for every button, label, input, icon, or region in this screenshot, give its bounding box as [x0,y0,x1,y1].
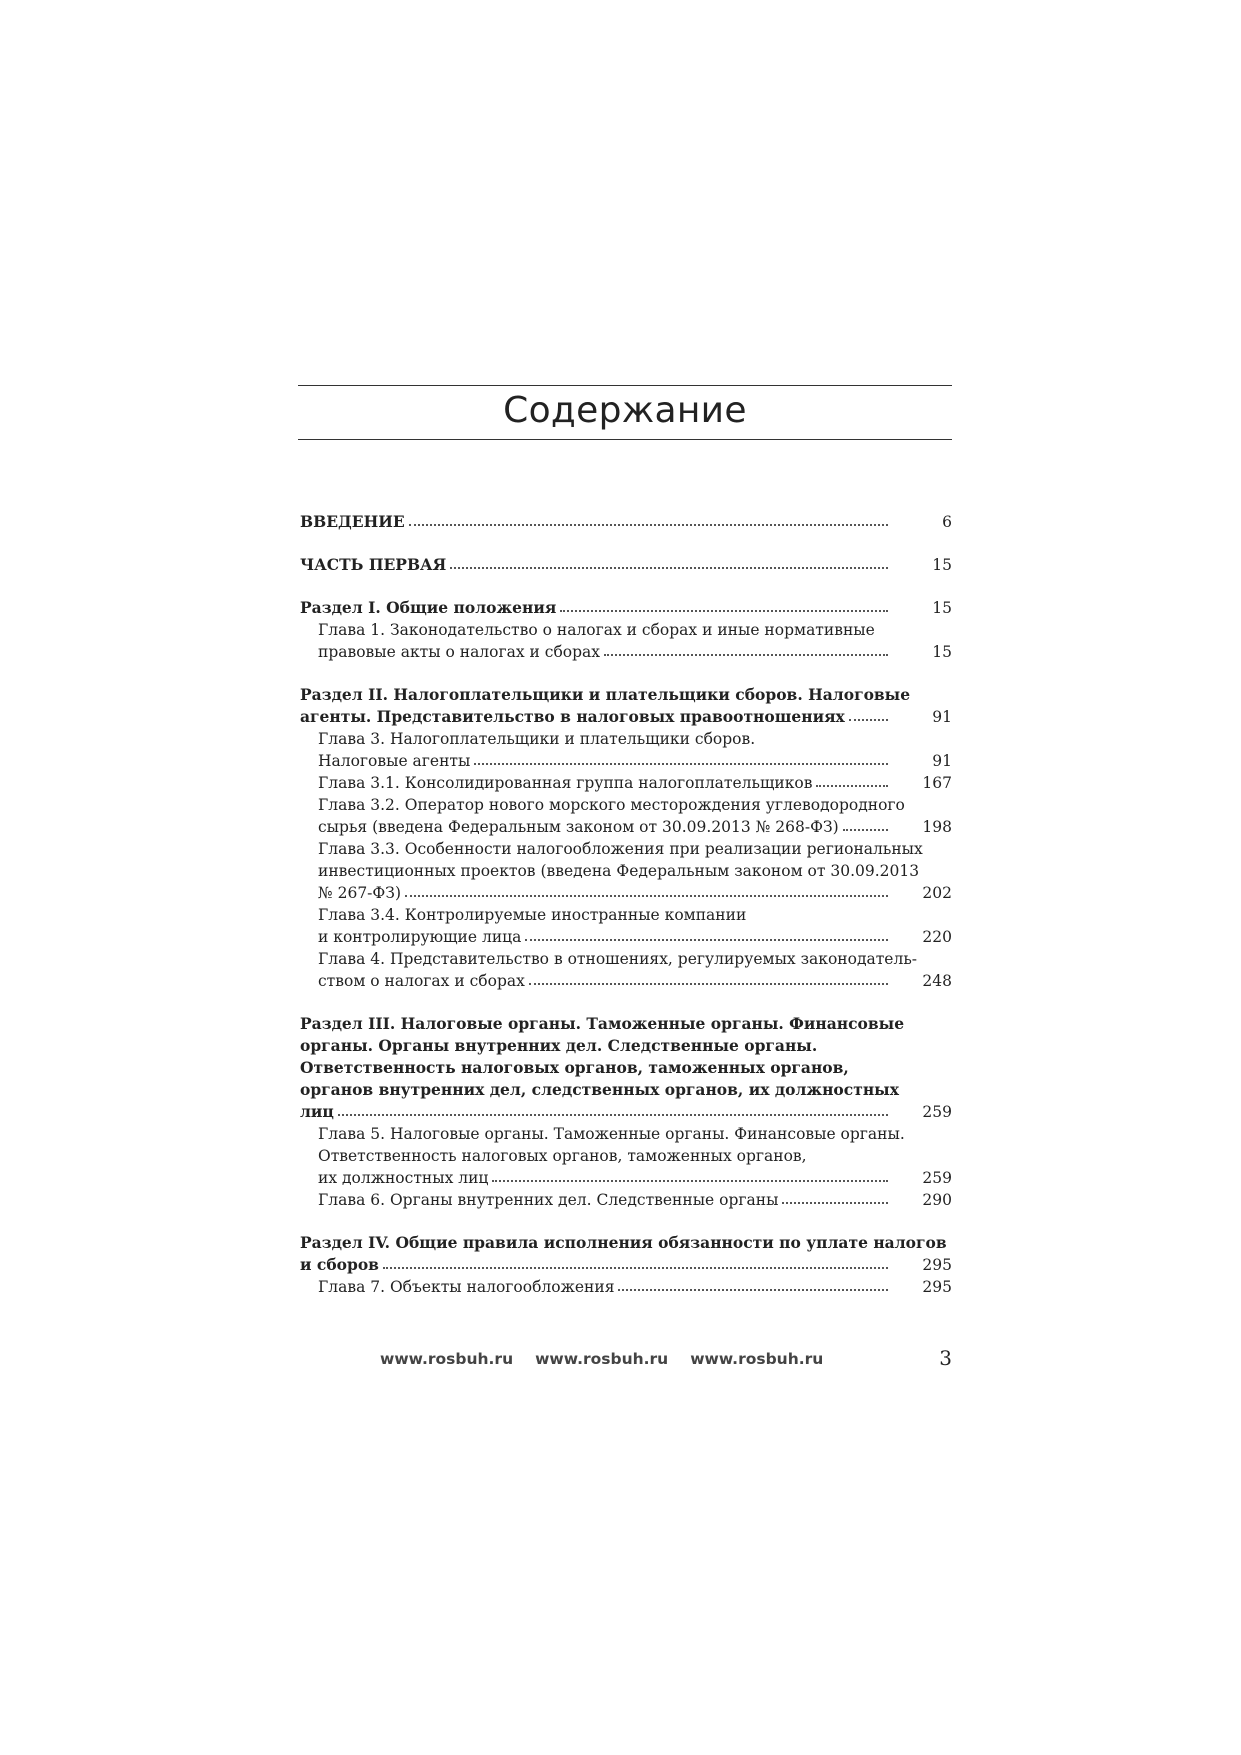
toc-chapter-line[interactable] [300,816,952,838]
toc-entry-text: Глава 6. Органы внутренних дел. Следственные органы [318,1191,779,1209]
dot-leader [474,759,888,765]
toc-page-number: 220 [922,928,952,946]
toc-entry-text: ством о налогах и сборах [318,972,525,990]
toc-group [300,684,952,992]
toc-section-line[interactable] [300,554,952,576]
toc-chapter-line[interactable] [300,794,952,816]
toc-chapter-line[interactable] [300,619,952,641]
toc-page-number: 295 [922,1256,952,1274]
toc-chapter-line[interactable] [300,860,952,882]
table-of-contents [300,511,952,1319]
toc-chapter-line[interactable] [300,926,952,948]
toc-group [300,597,952,663]
toc-entry-text: и контролирующие лица [318,928,522,946]
toc-chapter-line[interactable] [300,1167,952,1189]
toc-entry-text: агенты. Представительство в налоговых правоотношениях [300,707,845,726]
toc-entry-text: Глава 1. Законодательство о налогах и сборах и иные нормативные [318,621,875,639]
toc-entry-text: ВВЕДЕНИЕ [300,512,405,531]
toc-entry-text: органы. Органы внутренних дел. Следственные органы. [300,1036,818,1055]
toc-section-line[interactable] [300,1254,952,1276]
title-bottom-rule [298,439,952,440]
dot-leader [525,935,888,941]
toc-section-line[interactable] [300,1013,952,1035]
toc-entry-text: правовые акты о налогах и сборах [318,643,601,661]
toc-entry-text: Налоговые агенты [318,752,471,770]
dot-leader [383,1263,888,1269]
toc-chapter-line[interactable] [300,750,952,772]
toc-chapter-line[interactable] [300,772,952,794]
dot-leader [529,979,888,985]
toc-entry-text: Раздел II. Налогоплательщики и плательщики сборов. Налоговые [300,685,911,704]
toc-entry-text: сырья (введена Федеральным законом от 30.09.2013 № 268-ФЗ) [318,818,839,836]
dot-leader [409,520,888,526]
footer-link[interactable]: www.rosbuh.ru [535,1350,669,1368]
toc-entry-text: Глава 3.1. Консолидированная группа налогоплательщиков [318,774,813,792]
toc-chapter-line[interactable] [300,728,952,750]
toc-entry-text: Раздел IV. Общие правила исполнения обязанности по уплате налогов [300,1233,947,1252]
toc-page-number: 167 [922,774,952,792]
dot-leader [338,1110,888,1116]
toc-page-number: 259 [922,1103,952,1121]
toc-entry-text: Глава 4. Представительство в отношениях, регулируемых законодатель- [318,950,918,968]
toc-entry-text: Глава 3.3. Особенности налогообложения при реализации региональных [318,840,923,858]
dot-leader [782,1198,888,1204]
toc-entry-text: лиц [300,1102,334,1121]
toc-section-line[interactable] [300,511,952,533]
toc-page-number: 248 [922,972,952,990]
toc-section-line[interactable] [300,684,952,706]
title-top-rule [298,385,952,386]
dot-leader [560,606,888,612]
toc-section-line[interactable] [300,1101,952,1123]
footer-link[interactable]: www.rosbuh.ru [380,1350,514,1368]
toc-section-line[interactable] [300,1232,952,1254]
toc-entry-text: инвестиционных проектов (введена Федеральным законом от 30.09.2013 [318,862,920,880]
toc-chapter-line[interactable] [300,641,952,663]
toc-entry-text: Глава 3. Налогоплательщики и плательщики сборов. [318,730,756,748]
toc-page-number: 15 [932,599,952,617]
toc-page-number: 15 [932,643,952,661]
toc-chapter-line[interactable] [300,1276,952,1298]
toc-page-number: 91 [932,708,952,726]
toc-group [300,1013,952,1211]
toc-chapter-line[interactable] [300,882,952,904]
footer-links [380,1346,845,1372]
dot-leader [816,781,888,787]
toc-chapter-line[interactable] [300,970,952,992]
dot-leader [843,825,888,831]
toc-section-line[interactable] [300,1079,952,1101]
dot-leader [618,1285,888,1291]
toc-section-line[interactable] [300,706,952,728]
toc-page-number: 198 [922,818,952,836]
toc-section-line[interactable] [300,1035,952,1057]
toc-page-number: 15 [932,556,952,574]
toc-entry-text: и сборов [300,1255,379,1274]
toc-entry-text: Глава 5. Налоговые органы. Таможенные органы. Финансовые органы. [318,1125,905,1143]
toc-entry-text: их должностных лиц [318,1169,489,1187]
page-title: Содержание [503,390,747,431]
toc-entry-text: № 267-ФЗ) [318,884,401,902]
toc-entry-text: Раздел III. Налоговые органы. Таможенные органы. Финансовые [300,1014,905,1033]
toc-chapter-line[interactable] [300,948,952,970]
toc-page-number: 259 [922,1169,952,1187]
dot-leader [405,891,888,897]
toc-entry-text: Ответственность налоговых органов, таможенных органов, [318,1147,807,1165]
toc-chapter-line[interactable] [300,904,952,926]
toc-entry-text: органов внутренних дел, следственных органов, их должностных [300,1080,899,1099]
page-number: 3 [939,1346,952,1370]
dot-leader [849,715,888,721]
toc-section-line[interactable] [300,597,952,619]
toc-chapter-line[interactable] [300,1189,952,1211]
toc-group [300,1232,952,1298]
toc-section-line[interactable] [300,1057,952,1079]
toc-page-number: 290 [922,1191,952,1209]
toc-page-number: 6 [942,513,952,531]
toc-chapter-line[interactable] [300,838,952,860]
toc-entry-text: Глава 3.2. Оператор нового морского месторождения углеводородного [318,796,905,814]
dot-leader [492,1176,888,1182]
toc-chapter-line[interactable] [300,1145,952,1167]
toc-page-number: 295 [922,1278,952,1296]
toc-page-number: 202 [922,884,952,902]
toc-entry-text: Глава 3.4. Контролируемые иностранные компании [318,906,747,924]
dot-leader [450,563,888,569]
dot-leader [604,650,888,656]
toc-group [300,554,952,576]
toc-entry-text: Раздел I. Общие положения [300,598,557,617]
toc-page-number: 91 [932,752,952,770]
toc-entry-text: Глава 7. Объекты налогообложения [318,1278,615,1296]
footer-link[interactable]: www.rosbuh.ru [690,1350,824,1368]
toc-entry-text: ЧАСТЬ ПЕРВАЯ [300,555,447,574]
toc-chapter-line[interactable] [300,1123,952,1145]
toc-entry-text: Ответственность налоговых органов, таможенных органов, [300,1058,849,1077]
toc-group [300,511,952,533]
